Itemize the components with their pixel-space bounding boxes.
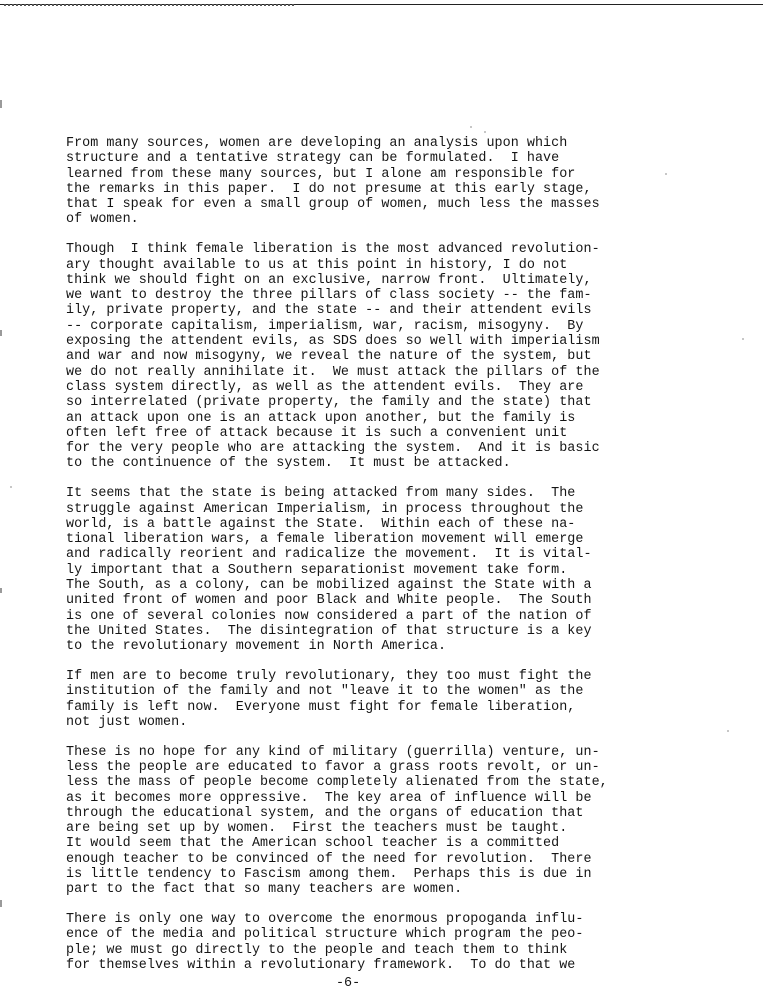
text-line: Though I think female liberation is the most advanced revolution- (66, 242, 600, 258)
text-line: united front of women and poor Black and White people. The South (66, 593, 592, 609)
text-line: is little tendency to Fascism among them. Perhaps this is due in (66, 867, 592, 883)
text-line: as it becomes more oppressive. The key area of influence will be (66, 790, 592, 806)
text-line: struggle against American Imperialism, in process throughout the (66, 501, 584, 517)
paragraph-5 (66, 745, 706, 898)
text-line: family is left now. Everyone must fight for female liberation, (66, 699, 576, 715)
scan-mark (0, 900, 2, 907)
text-line: think we should fight on an exclusive, narrow front. Ultimately, (66, 272, 592, 288)
text-line: so interrelated (private property, the family and the state) that (66, 395, 592, 411)
text-line: institution of the family and not "leave it to the women" as the (66, 684, 584, 700)
text-line: for the very people who are attacking the system. And it is basic (66, 441, 600, 457)
text-line: we do not really annihilate it. We must attack the pillars of the (66, 364, 600, 380)
text-line: an attack upon one is an attack upon another, but the family is (66, 410, 576, 426)
scan-speck (742, 338, 744, 340)
text-line: often left free of attack because it is such a convenient unit (66, 425, 568, 441)
text-line: From many sources, women are developing an analysis upon which (66, 136, 568, 151)
text-line: If men are to become truly revolutionary, they too must fight the (66, 669, 592, 684)
text-line: The South, as a colony, can be mobilized against the State with a (66, 578, 592, 594)
text-line: part to the fact that so many teachers are women. (66, 882, 463, 898)
text-line: through the educational system, and the organs of education that (66, 805, 584, 821)
text-line: that I speak for even a small group of women, much less the masses (66, 197, 600, 213)
text-line: and radically reorient and radicalize the movement. It is vital- (66, 547, 592, 563)
text-line: less the mass of people become completely alienated from the state, (66, 775, 608, 791)
text-line: -- corporate capitalism, imperialism, war, racism, misogyny. By (66, 318, 584, 334)
paragraph-6 (66, 912, 706, 973)
text-line: ary thought available to us at this point in history, I do not (66, 257, 568, 273)
scan-speck (484, 131, 486, 133)
text-line: less the people are educated to favor a grass roots revolt, or un- (66, 759, 600, 775)
text-line: It would seem that the American school teacher is a committed (66, 836, 560, 852)
text-line: we want to destroy the three pillars of class society -- the fam- (66, 288, 592, 304)
text-line: the remarks in this paper. I do not presume at this early stage, (66, 181, 592, 197)
scan-speck (10, 486, 12, 488)
text-line: ly important that a Southern separationist movement take form. (66, 562, 568, 578)
text-line: for themselves within a revolutionary framework. To do that we (66, 958, 576, 974)
scan-mark (0, 100, 2, 108)
text-line: tional liberation wars, a female liberation movement will emerge (66, 532, 584, 548)
scan-mark (0, 330, 2, 336)
text-line: There is only one way to overcome the enormous propoganda influ- (66, 912, 584, 928)
body-text (66, 136, 706, 988)
paragraph-2 (66, 242, 706, 471)
text-line: exposing the attendent evils, as SDS does so well with imperialism (66, 334, 600, 350)
scan-speck (727, 730, 729, 732)
scan-mark (0, 588, 2, 593)
text-line: ence of the media and political structure which program the peo- (66, 927, 584, 943)
text-line: ily, private property, and the state -- and their attendent evils (66, 303, 592, 319)
text-line: It seems that the state is being attacked from many sides. The (66, 486, 576, 502)
text-line: structure and a tentative strategy can be formulated. I have (66, 151, 560, 167)
text-line: ple; we must go directly to the people and teach them to think (66, 942, 568, 958)
page-number: -6- (336, 976, 361, 990)
text-line: of women. (66, 212, 139, 228)
text-line: are being set up by women. First the teachers must be taught. (66, 821, 568, 837)
text-line: enough teacher to be convinced of the need for revolution. There (66, 851, 592, 867)
text-line: learned from these many sources, but I alone am responsible for (66, 166, 576, 182)
paragraph-1 (66, 136, 706, 228)
text-line: class system directly, as well as the attendent evils. They are (66, 379, 584, 395)
text-line: to the revolutionary movement in North America. (66, 639, 447, 655)
text-line: to the continuence of the system. It must be attacked. (66, 456, 511, 472)
text-line: and war and now misogyny, we reveal the nature of the system, but (66, 349, 592, 365)
text-line: is one of several colonies now considered a part of the nation of (66, 608, 592, 624)
text-line: These is no hope for any kind of military (guerrilla) venture, un- (66, 744, 600, 760)
top-dotted-edge (4, 0, 294, 6)
scan-speck (470, 126, 472, 128)
text-line: world, is a battle against the State. Within each of these na- (66, 516, 576, 532)
paragraph-3 (66, 486, 706, 654)
text-line: not just women. (66, 714, 188, 730)
paragraph-4 (66, 669, 706, 730)
text-line: the United States. The disintegration of that structure is a key (66, 623, 592, 639)
